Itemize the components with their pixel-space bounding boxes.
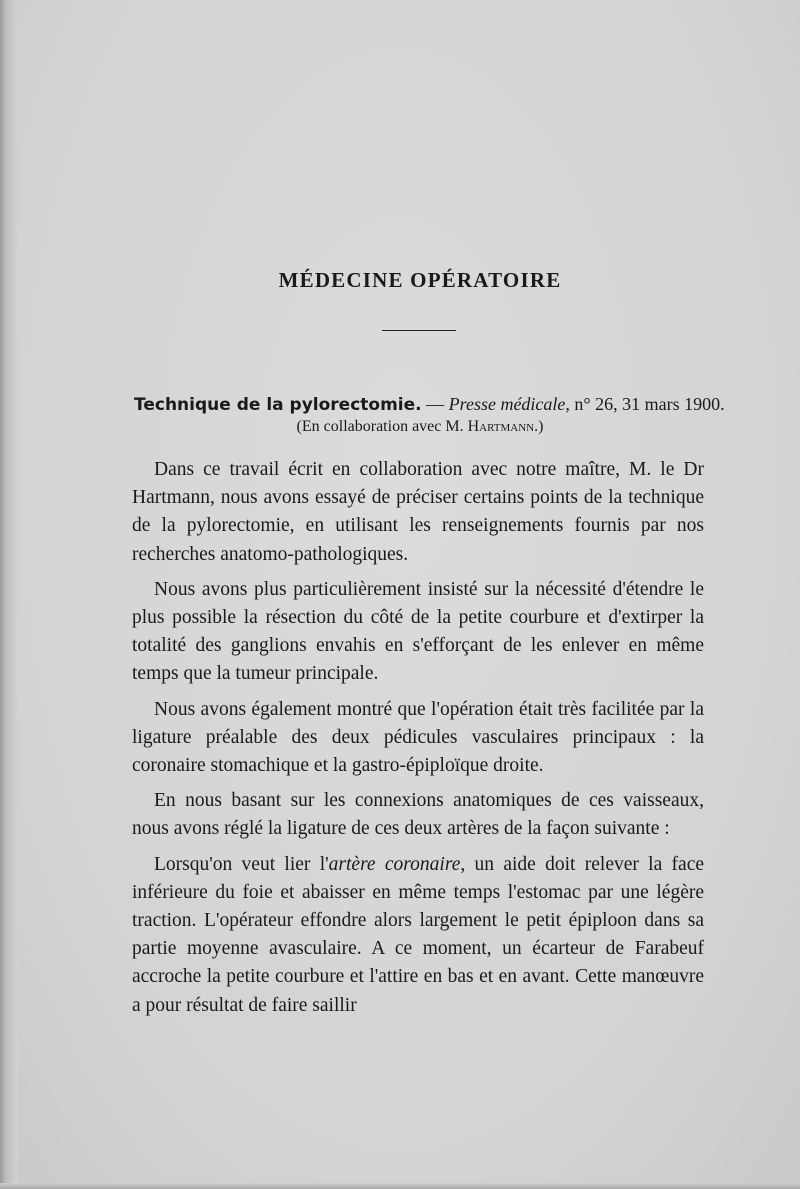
section-title: MÉDECINE OPÉRATOIRE (278, 268, 562, 292)
article-heading (134, 394, 725, 415)
citation-details: n° 26, 31 mars 1900. (569, 394, 725, 414)
collaboration-note (0, 418, 800, 436)
heading-dash: — (421, 394, 449, 414)
paragraph-3: Nous avons également montré que l'opération était très facilitée par la ligature préalable des deux pédicules vasculaires principaux : la coronaire stomachique et la gastro-épiploïque droite. (132, 698, 704, 777)
paragraph-5 (132, 851, 704, 1020)
collab-prefix: (En collaboration avec M. (296, 418, 468, 435)
paragraph-1: Dans ce travail écrit en collaboration avec notre maître, M. le Dr Hartmann, nous avons essayé de préciser certains points de la technique de la pylorectomie, en utilisant les renseignements fournis par nos recherches anatomo-pathologiques. (132, 459, 704, 565)
article-title: Technique de la pylorectomie. (134, 395, 422, 415)
collab-suffix: .) (534, 418, 544, 435)
paragraph-2: Nous avons plus particulièrement insisté sur la nécessité d'étendre le plus possible la résection du côté de la petite courbure et d'extirper la totalité des ganglions envahis en s'efforçant de les enlever en même temps que la tumeur principale. (132, 578, 704, 685)
paragraph-5-end: , un aide doit relever la face inférieure du foie et abaisser en même temps l'estomac par une légère traction. L'opérateur effondre alors largement le petit épiploon dans sa partie moyenne avasculaire. A ce moment, un écarteur de Farabeuf accroche la petite courbure et l'attire en bas et en avant. Cette manœuvre a pour résultat de faire saillir (132, 853, 705, 1016)
body-text (132, 456, 704, 1027)
paragraph-4: En nous basant sur les connexions anatomiques de ces vaisseaux, nous avons réglé la ligature de ces deux artères de la façon suivante : (132, 790, 704, 840)
page-bottom-edge (0, 1183, 800, 1189)
paragraph-5-start: Lorsqu'on veut lier l' (154, 853, 329, 875)
title-divider (382, 330, 456, 331)
collab-name: Hartmann (467, 418, 535, 435)
page-left-edge (0, 0, 18, 1189)
emphasis-artere-coronaire: artère coronaire (328, 853, 461, 875)
journal-name: Presse médicale, (448, 394, 570, 414)
